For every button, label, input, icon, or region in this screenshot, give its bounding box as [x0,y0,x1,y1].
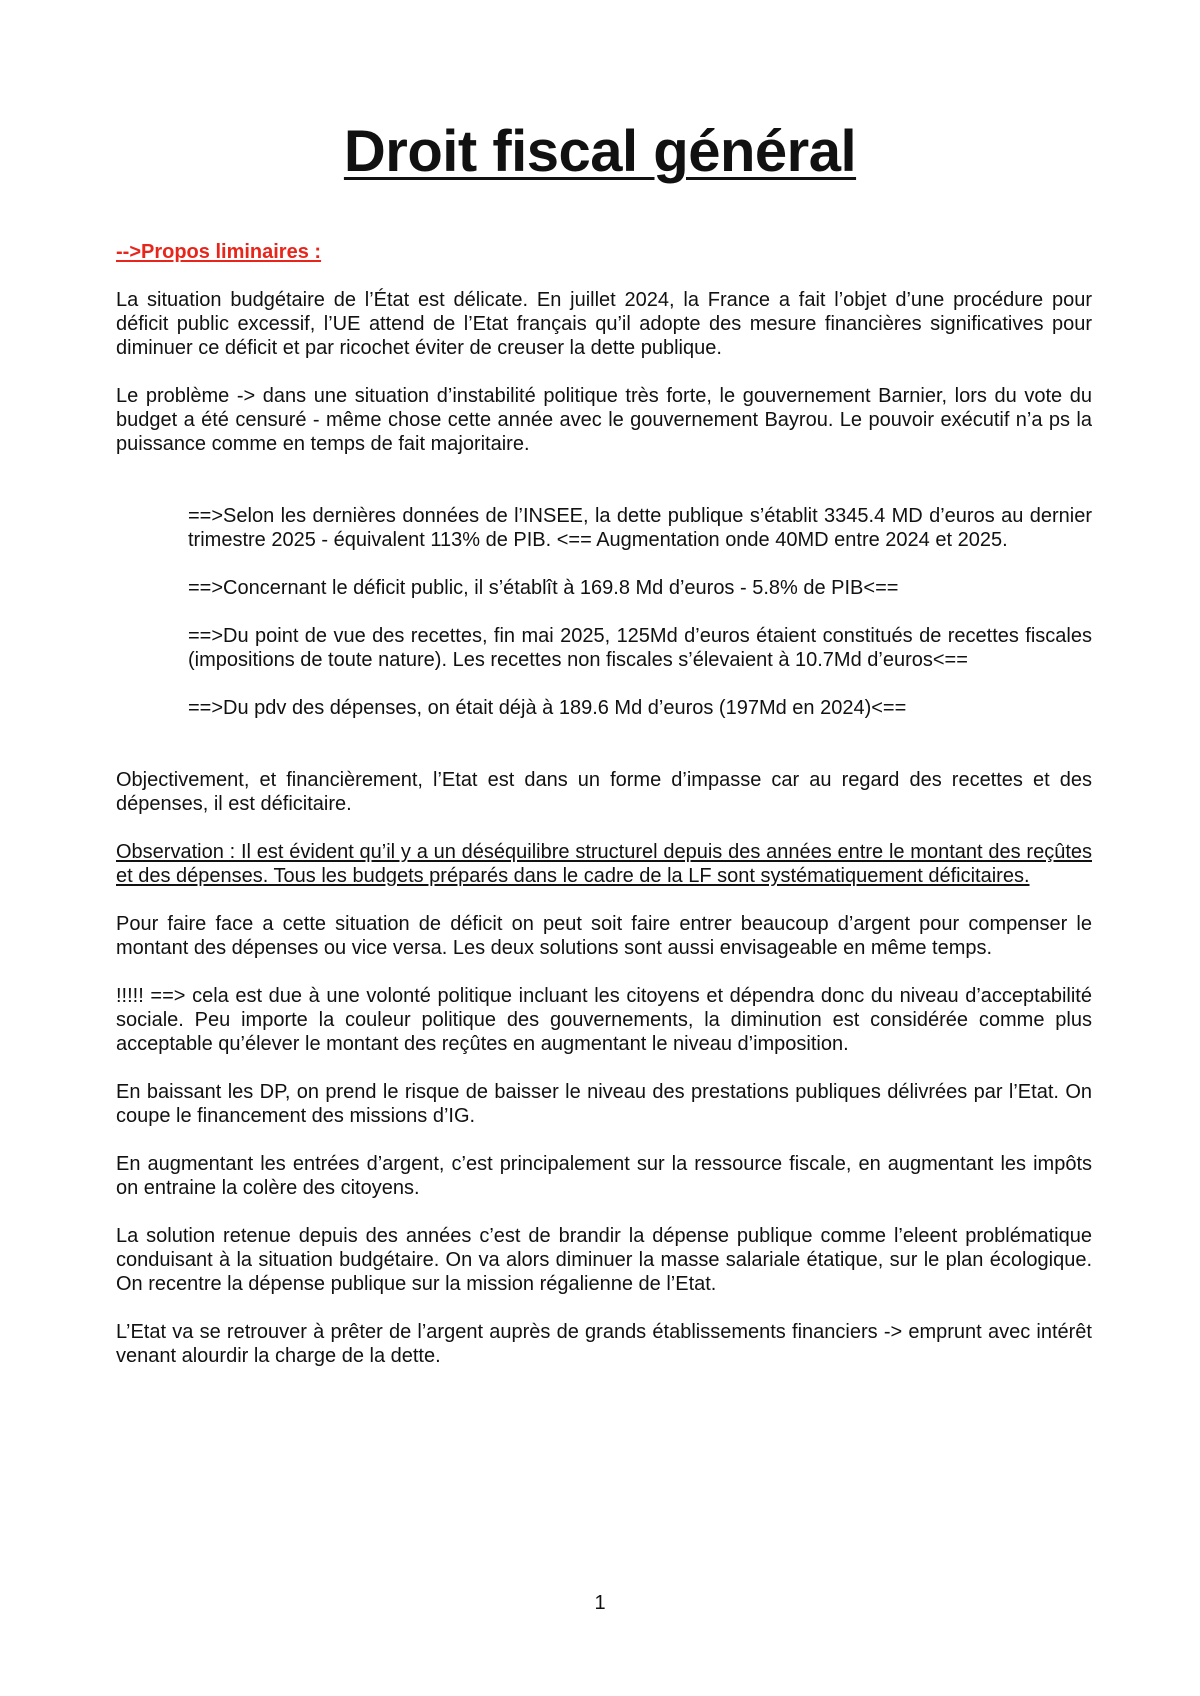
document-title: Droit fiscal général [343,119,857,184]
paragraph-emprunt: L’Etat va se retrouver à prêter de l’argent auprès de grands établissements financiers -> emprunt avec intérêt venant alourdir la charge de la dette. [116,1321,1092,1367]
paragraph-observation: Observation : Il est évident qu’il y a un déséquilibre structurel depuis des années entre le montant des reçûtes et des dépenses. Tous les budgets préparés dans le cadre de la LF sont systématiquement déficitaires. [116,841,1092,887]
bullet-dette-publique: ==>Selon les dernières données de l’INSEE, la dette publique s’établit 3345.4 MD d’euros au dernier trimestre 2025 - équivalent 113% de PIB. <== Augmentation onde 40MD entre 2024 et 2025. [188,505,1092,551]
paragraph-baisse-dp: En baissant les DP, on prend le risque de baisser le niveau des prestations publiques délivrées par l’Etat. On coupe le financement des missions d’IG. [116,1081,1092,1127]
page-number: 1 [594,1592,606,1614]
paragraph-solution-retenue: La solution retenue depuis des années c’est de brandir la dépense publique comme l’eleent problématique conduisant à la situation budgétaire. On va alors diminuer la masse salariale étatique, sur le plan écologique. On recentre la dépense publique sur la mission régalienne de l’Etat. [116,1225,1092,1295]
bullet-depenses: ==>Du pdv des dépenses, on était déjà à 189.6 Md d’euros (197Md en 2024)<== [188,697,907,719]
paragraph-budget-situation: La situation budgétaire de l’État est délicate. En juillet 2024, la France a fait l’objet d’une procédure pour déficit public excessif, l’UE attend de l’Etat français qu’il adopte des mesure financières significatives pour diminuer ce déficit et par ricochet éviter de creuser la dette publique. [116,289,1092,359]
bullet-recettes: ==>Du point de vue des recettes, fin mai 2025, 125Md d’euros étaient constitués de recettes fiscales (impositions de toute nature). Les recettes non fiscales s’élevaient à 10.7Md d’euros<== [188,625,1092,671]
bullet-deficit-public: ==>Concernant le déficit public, il s’établît à 169.8 Md d’euros - 5.8% de PIB<== [188,577,899,599]
paragraph-impasse: Objectivement, et financièrement, l’Etat est dans un forme d’impasse car au regard des recettes et des dépenses, il est déficitaire. [116,769,1092,815]
paragraph-political-instability: Le problème -> dans une situation d’instabilité politique très forte, le gouvernement Barnier, lors du vote du budget a été censuré - même chose cette année avec le gouvernement Bayrou. Le pouvoir exécutif n’a ps la puissance comme en temps de fait majoritaire. [116,385,1092,455]
section-heading: -->Propos liminaires : [116,241,322,263]
paragraph-entrees-argent: En augmentant les entrées d’argent, c’est principalement sur la ressource fiscale, en augmentant les impôts on entraine la colère des citoyens. [116,1153,1092,1199]
paragraph-faire-face: Pour faire face a cette situation de déficit on peut soit faire entrer beaucoup d’argent pour compenser le montant des dépenses ou vice versa. Les deux solutions sont aussi envisageable en même temps. [116,913,1092,959]
document-body [116,240,1092,1392]
paragraph-volonte-politique: !!!!! ==> cela est due à une volonté politique incluant les citoyens et dépendra donc du niveau d’acceptabilité sociale. Peu importe la couleur politique des gouvernements, la diminution est considérée comme plus acceptable qu’élever le montant des reçûtes en augmentant le niveau d’imposition. [116,985,1092,1055]
